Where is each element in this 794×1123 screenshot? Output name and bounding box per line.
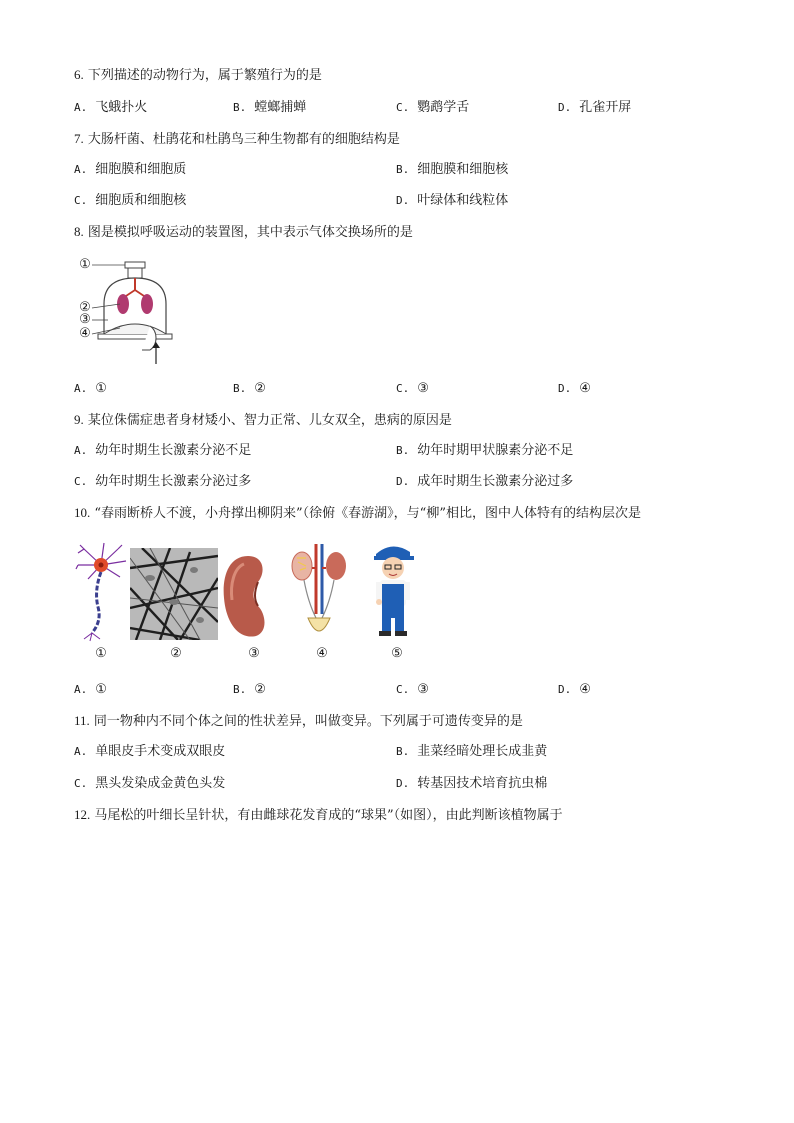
option-b[interactable]: B. 幼年时期甲状腺素分泌不足 (396, 443, 574, 458)
option-a[interactable]: A. ① (74, 381, 107, 396)
option-c[interactable]: C. ③ (396, 381, 429, 396)
question-number: 10. (74, 505, 91, 520)
option-c[interactable]: C. 细胞质和细胞核 (74, 193, 187, 208)
question-text: 某位侏儒症患者身材矮小、智力正常、儿女双全，患病的原因是 (87, 413, 452, 428)
question-text: 下列描述的动物行为，属于繁殖行为的是 (87, 68, 322, 83)
option-d[interactable]: D. 转基因技术培育抗虫棉 (396, 776, 548, 791)
option-a[interactable]: A. 飞蛾扑火 (74, 100, 148, 115)
neuron-figure (74, 541, 128, 643)
question-6-stem (74, 66, 322, 85)
question-9-stem (74, 411, 452, 430)
question-text: 大肠杆菌、杜鹃花和杜鹃鸟三种生物都有的细胞结构是 (87, 132, 400, 147)
option-c[interactable]: C. 黑头发染成金黄色头发 (74, 776, 226, 791)
kidney-figure (222, 552, 272, 642)
option-a[interactable]: A. ① (74, 682, 107, 697)
question-number: 7. (74, 131, 84, 146)
human-figure (366, 540, 420, 638)
question-12-stem (74, 806, 563, 825)
tissue-micrograph-figure (130, 548, 218, 640)
option-a[interactable]: A. 幼年时期生长激素分泌不足 (74, 443, 252, 458)
option-a[interactable]: A. 细胞膜和细胞质 (74, 162, 187, 177)
urinary-system-figure (288, 540, 350, 644)
question-number: 9. (74, 412, 84, 427)
option-b[interactable]: B. 细胞膜和细胞核 (396, 162, 509, 177)
question-text: 马尾松的叶细长呈针状，有由雌球花发育成的“球果”（如图），由此判断该植物属于 (94, 808, 563, 823)
figure-label-1: ① (95, 646, 107, 661)
option-a[interactable]: A. 单眼皮手术变成双眼皮 (74, 744, 226, 759)
option-c[interactable]: C. 鹦鹉学舌 (396, 100, 470, 115)
option-d[interactable]: D. ④ (558, 381, 591, 396)
figure-label-4: ④ (316, 646, 328, 661)
option-b[interactable]: B. ② (233, 381, 266, 396)
option-c[interactable]: C. ③ (396, 682, 429, 697)
question-text: 同一物种内不同个体之间的性状差异，叫做变异。下列属于可遗传变异的是 (93, 714, 523, 729)
figure-label-1: ① (79, 257, 91, 272)
option-d[interactable]: D. 成年时期生长激素分泌过多 (396, 474, 574, 489)
option-b[interactable]: B. 韭菜经暗处理长成韭黄 (396, 744, 548, 759)
option-d[interactable]: D. ④ (558, 682, 591, 697)
figure-label-3: ③ (248, 646, 260, 661)
figure-label-5: ⑤ (391, 646, 403, 661)
question-number: 12. (74, 807, 91, 822)
figure-label-4: ④ (79, 326, 91, 341)
figure-label-2: ② (170, 646, 182, 661)
option-d[interactable]: D. 孔雀开屏 (558, 100, 632, 115)
question-text: 图是模拟呼吸运动的装置图，其中表示气体交换场所的是 (87, 225, 413, 240)
option-d[interactable]: D. 叶绿体和线粒体 (396, 193, 509, 208)
question-number: 11. (74, 713, 90, 728)
question-number: 6. (74, 67, 84, 82)
question-text: “春雨断桥人不渡，小舟撑出柳阴来”（徐俯《春游湖》，与“柳”相比，图中人体特有的结构层次是 (94, 506, 641, 521)
figure-label-3: ③ (79, 312, 91, 327)
question-8-stem (74, 223, 413, 242)
figure-label-2: ② (79, 300, 91, 315)
option-b[interactable]: B. 螳螂捕蝉 (233, 100, 307, 115)
question-10-stem (74, 504, 641, 523)
question-11-stem (74, 712, 523, 731)
option-c[interactable]: C. 幼年时期生长激素分泌过多 (74, 474, 252, 489)
option-b[interactable]: B. ② (233, 682, 266, 697)
question-number: 8. (74, 224, 84, 239)
question-7-stem (74, 130, 400, 149)
